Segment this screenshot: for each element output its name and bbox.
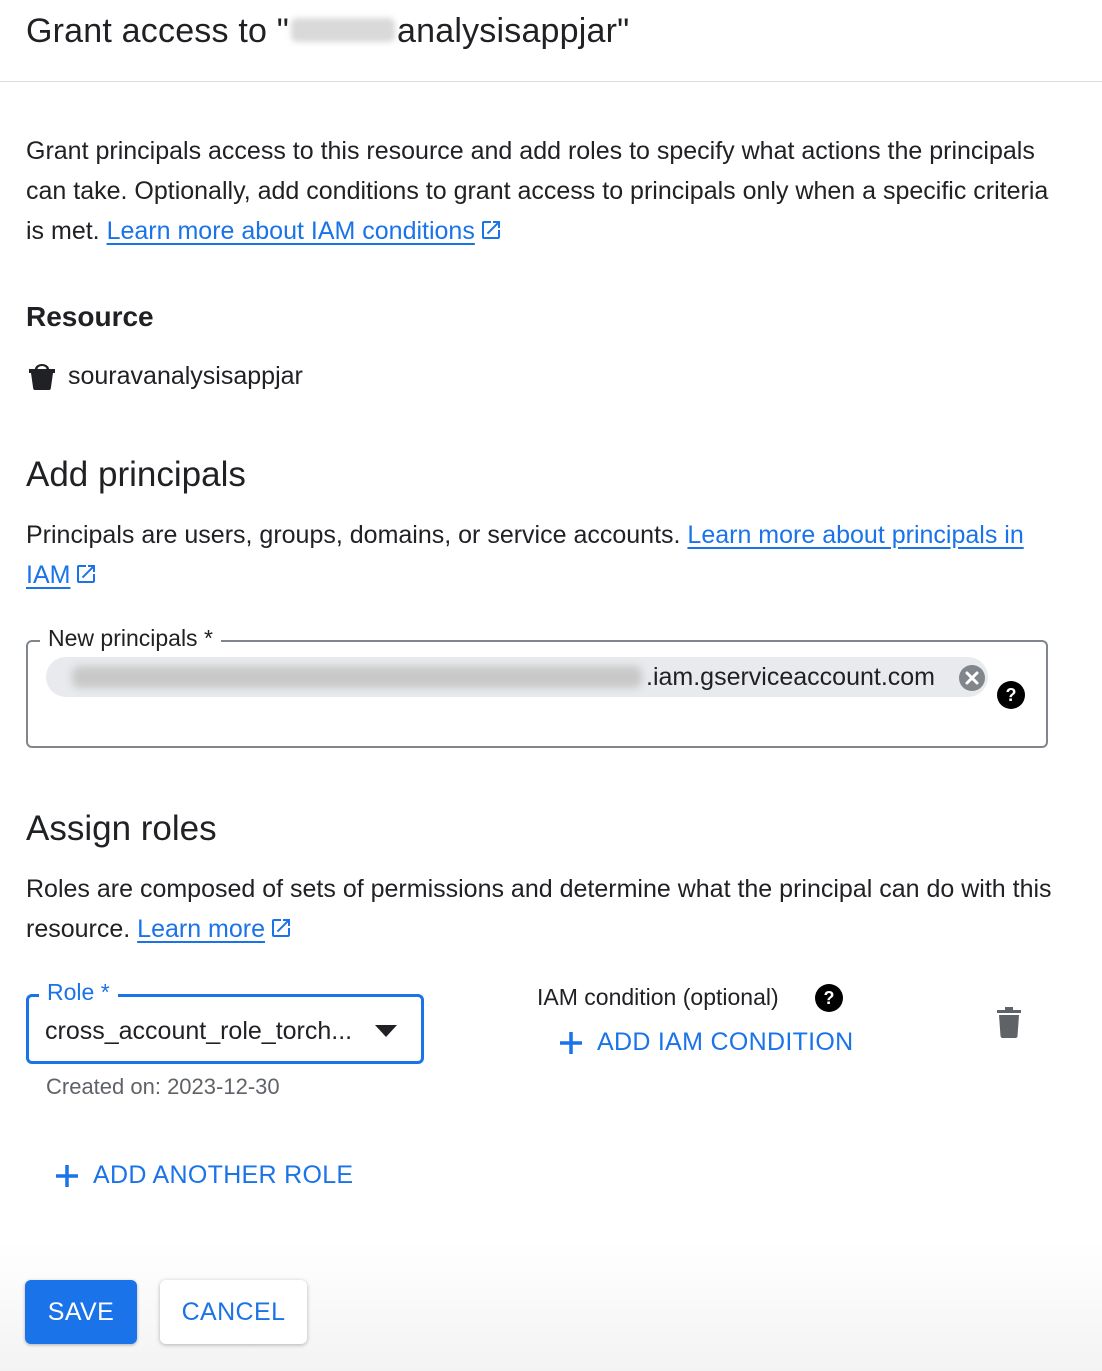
remove-chip-icon[interactable] (958, 664, 986, 692)
panel-header (0, 0, 1102, 82)
chevron-down-icon (375, 1025, 397, 1037)
new-principals-field[interactable] (26, 625, 1048, 748)
help-icon[interactable] (814, 983, 844, 1013)
add-another-role-button[interactable] (53, 1161, 353, 1190)
iam-conditions-link[interactable]: Learn more about IAM conditions (106, 217, 475, 245)
role-label: Role * (39, 979, 118, 1006)
intro-paragraph (26, 131, 1056, 251)
external-link-icon (479, 218, 503, 242)
role-value: cross_account_role_torch... (45, 1017, 353, 1045)
redacted-text (291, 18, 395, 42)
principals-paragraph (26, 515, 1056, 595)
roles-text: Roles are composed of sets of permissions and determine what the principal can do with this resource. (26, 875, 1052, 943)
help-icon[interactable] (996, 680, 1026, 710)
add-another-role-label: ADD ANOTHER ROLE (93, 1161, 354, 1189)
intro-text: Grant principals access to this resource and add roles to specify what actions the principals can take. Optionally, add conditions to grant access to principals only when a specific criteria is met. (26, 137, 1049, 245)
external-link-icon (74, 562, 98, 586)
add-iam-condition-button[interactable] (557, 1028, 854, 1057)
resource-name: souravanalysisappjar (68, 361, 303, 390)
plus-icon (557, 1029, 585, 1057)
title-prefix: Grant access to " (26, 12, 290, 50)
roles-learn-more-link[interactable]: Learn more (137, 915, 266, 943)
svg-text:?: ? (1005, 685, 1017, 705)
panel-title (26, 12, 629, 51)
title-suffix: analysisappjar" (397, 12, 630, 50)
external-link-icon (269, 916, 293, 940)
role-created-hint: Created on: 2023-12-30 (46, 1074, 280, 1099)
resource-heading: Resource (26, 301, 154, 332)
cancel-button[interactable]: CANCEL (160, 1280, 307, 1344)
new-principals-label: New principals * (40, 625, 221, 652)
add-iam-condition-label: ADD IAM CONDITION (597, 1028, 854, 1056)
iam-condition-label: IAM condition (optional) (537, 984, 779, 1010)
principal-chip[interactable] (46, 657, 988, 697)
save-button[interactable]: SAVE (25, 1280, 137, 1344)
plus-icon (53, 1162, 81, 1190)
roles-paragraph (26, 869, 1056, 949)
delete-role-icon[interactable] (996, 1006, 1022, 1038)
resource-row (26, 358, 303, 394)
bucket-icon (26, 360, 58, 392)
svg-text:?: ? (823, 988, 835, 1008)
principal-chip-text: .iam.gserviceaccount.com (646, 662, 936, 691)
assign-roles-heading: Assign roles (26, 809, 217, 848)
principals-link[interactable]: Learn more about principals in IAM (26, 521, 1024, 589)
principals-text: Principals are users, groups, domains, or service accounts. (26, 521, 681, 549)
add-principals-heading: Add principals (26, 455, 246, 494)
role-select[interactable] (26, 979, 424, 1064)
redacted-text (72, 666, 642, 688)
